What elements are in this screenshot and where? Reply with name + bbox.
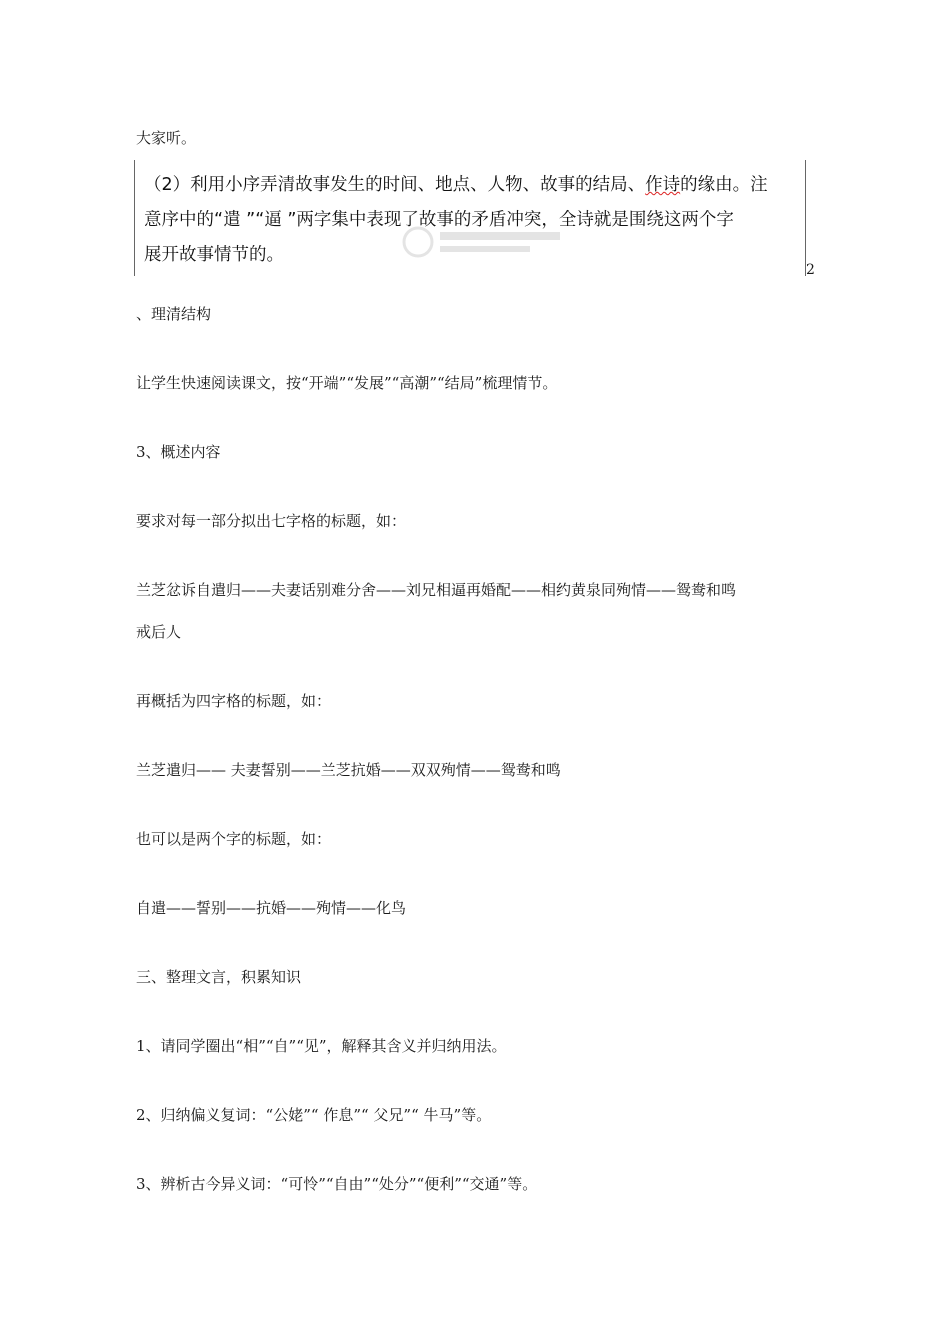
section-heading: 3、概述内容 [136, 443, 221, 461]
text-line: 戒后人 [136, 623, 182, 641]
page-number: 2 [806, 262, 815, 278]
text-line: 自遣——誓别——抗婚——殉情——化鸟 [136, 899, 407, 917]
text-line: 再概括为四字格的标题，如： [136, 692, 332, 710]
text-line: 让学生快速阅读课文，按“开端”“发展”“高潮”“结局”梳理情节。 [136, 374, 558, 392]
text-line: 2、归纳偏义复词：“公姥”“ 作息”“ 父兄”“ 牛马”等。 [136, 1106, 492, 1124]
spellcheck-word: 作诗 [645, 175, 681, 195]
text-line: 大家听。 [136, 129, 197, 147]
text-line: 兰芝忿诉自遣归——夫妻话别难分舍——刘兄相逼再婚配——相约黄泉同殉情——鸳鸯和鸣 [136, 581, 737, 599]
text-line: 要求对每一部分拟出七字格的标题，如： [136, 512, 407, 530]
text-line: 1、请同学圈出“相”“自”“见”，解释其含义并归纳用法。 [136, 1037, 507, 1055]
text-line: 3、辨析古今异义词：“可怜”“自由”“处分”“便利”“交通”等。 [136, 1175, 538, 1193]
text-line: 兰芝遣归—— 夫妻誓别——兰芝抗婚——双双殉情——鸳鸯和鸣 [136, 761, 561, 779]
watermark-icon [400, 222, 570, 262]
box-line-2: 意序中的“遣 ”“逼 ”两字集中表现了故事的矛盾冲突，全诗就是围绕这两个字 [144, 210, 734, 230]
box-line-1: （2）利用小序弄清故事发生的时间、地点、人物、故事的结局、作诗的缘由。注 [144, 175, 768, 195]
text-line: 也可以是两个字的标题，如： [136, 830, 332, 848]
section-heading: 三、整理文言，积累知识 [136, 968, 302, 986]
section-heading: 、理清结构 [136, 305, 212, 323]
box-line-3: 展开故事情节的。 [144, 245, 284, 265]
